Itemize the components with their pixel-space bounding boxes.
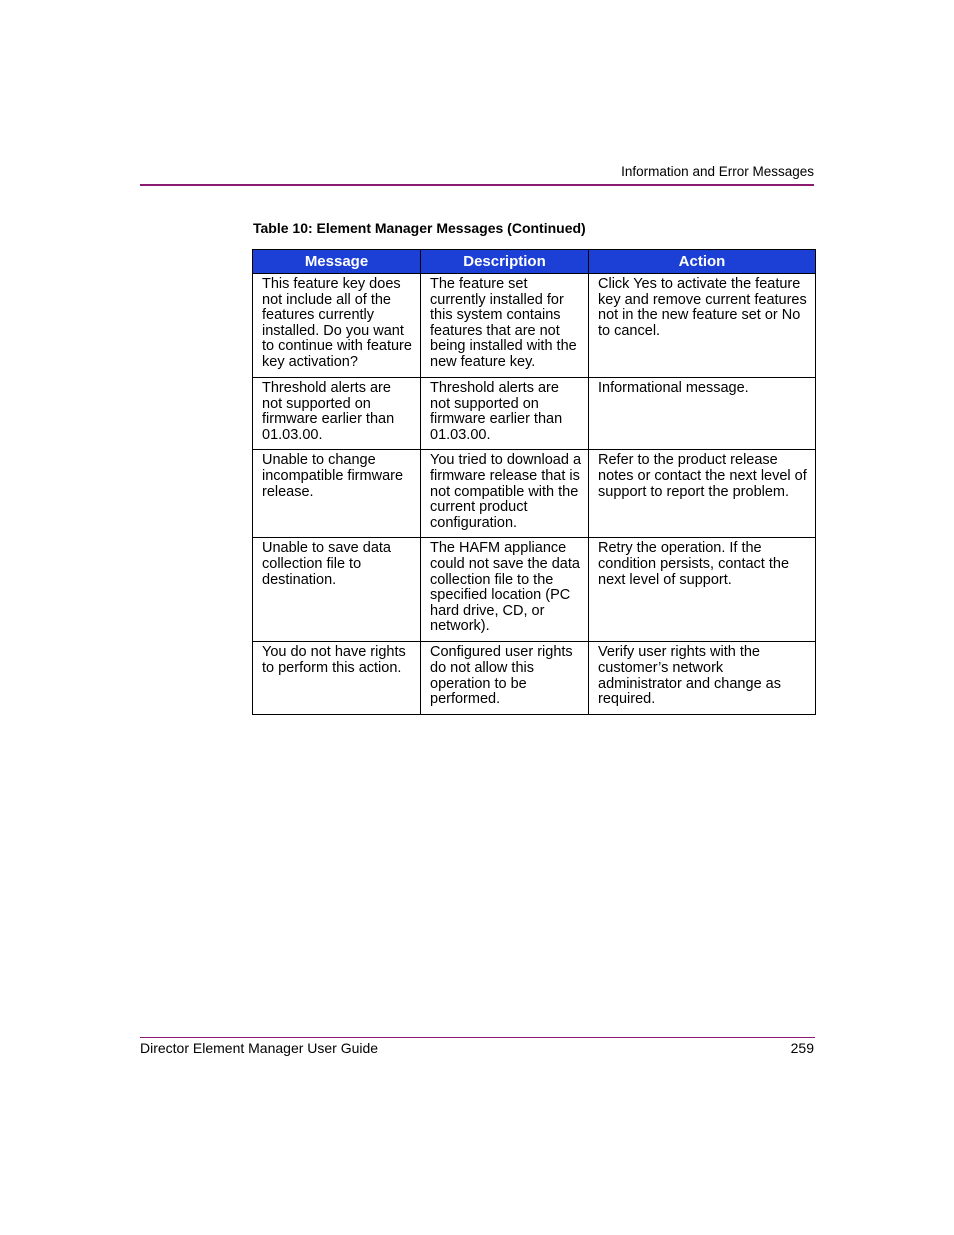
message-cell: This feature key does not include all of the features currently installed. Do you want to continue with feature key activation? [253, 274, 421, 378]
table-row [253, 450, 816, 538]
action-text: to activate the feature key and remove current features not in the new feature set or [598, 276, 807, 324]
footer-rule [140, 1037, 815, 1038]
message-cell: Unable to change incompatible firmware release. [253, 450, 421, 538]
message-cell: Threshold alerts are not supported on firmware earlier than 01.03.00. [253, 378, 421, 450]
header-rule [140, 184, 814, 186]
footer-document-title: Director Element Manager User Guide [140, 1040, 379, 1056]
action-cell: Refer to the product release notes or contact the next level of support to report the problem. [589, 450, 816, 538]
messages-table [252, 249, 816, 715]
message-cell: You do not have rights to perform this action. [253, 642, 421, 714]
table-header-row [253, 250, 816, 274]
column-header-message: Message [253, 250, 421, 274]
action-cell: Verify user rights with the customer’s network administrator and change as required. [589, 642, 816, 714]
message-cell: Unable to save data collection file to destination. [253, 538, 421, 642]
yes-button-label: Yes [633, 276, 657, 292]
no-button-label: No [781, 307, 801, 324]
action-text: Click [598, 276, 634, 292]
description-cell: The HAFM appliance could not save the data collection file to the specified location (PC hard drive, CD, or network). [421, 538, 589, 642]
description-cell: You tried to download a firmware release that is not compatible with the current product configuration. [421, 450, 589, 538]
running-header: Information and Error Messages [621, 164, 814, 179]
table-row [253, 274, 816, 378]
table-row [253, 538, 816, 642]
table-row [253, 642, 816, 714]
column-header-action: Action [589, 250, 816, 274]
table-caption: Table 10: Element Manager Messages (Continued) [253, 220, 586, 236]
action-text: to cancel. [598, 322, 661, 339]
action-cell: Retry the operation. If the condition persists, contact the next level of support. [589, 538, 816, 642]
description-cell: The feature set currently installed for this system contains features that are not being installed with the new feature key. [421, 274, 589, 378]
action-cell [589, 274, 816, 378]
description-cell: Threshold alerts are not supported on firmware earlier than 01.03.00. [421, 378, 589, 450]
description-cell: Configured user rights do not allow this operation to be performed. [421, 642, 589, 714]
page-number: 259 [790, 1040, 814, 1056]
action-cell: Informational message. [589, 378, 816, 450]
column-header-description: Description [421, 250, 589, 274]
table-row [253, 378, 816, 450]
